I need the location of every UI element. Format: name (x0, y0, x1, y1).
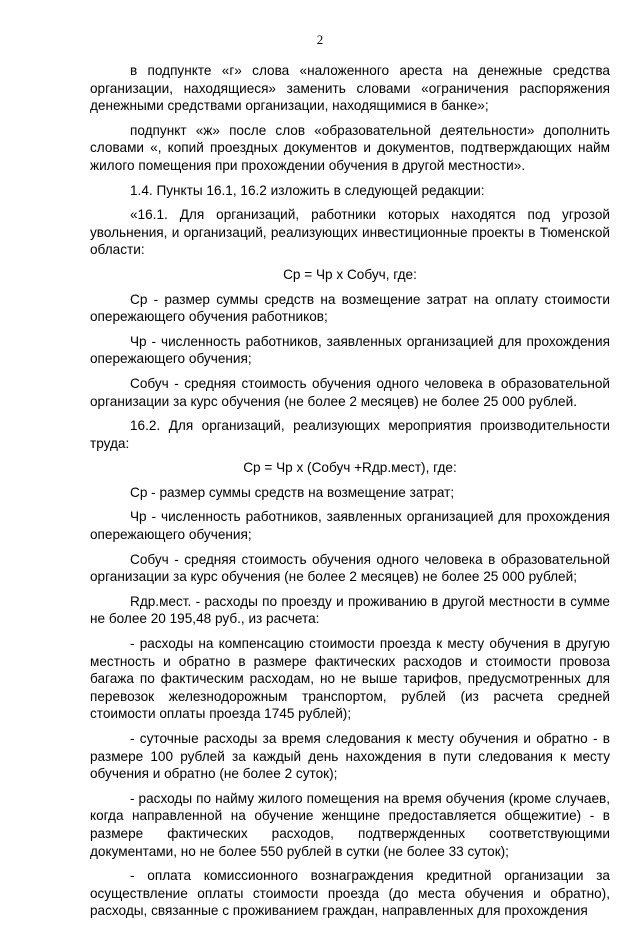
paragraph-housing-costs: - расходы по найму жилого помещения на время обучения (кроме случаев, когда направленной на обучение женщине предоставляется общежитие) - в размере фактических расходов, подтвержденных соответствующими документами, но не более 550 рублей в сутки (не более 33 суток); (90, 790, 610, 859)
page-number: 2 (316, 32, 324, 47)
paragraph-travel-costs: - расходы на компенсацию стоимости проезда к месту обучения в другую местность и обратно в размере фактических расходов и стоимости провоза багажа по фактическим расходам, но не выше тарифов, предусмотренных для перевозок железнодорожным транспортом, рублей (из расчета средней стоимости оплаты проезда 1745 рублей); (90, 636, 610, 722)
paragraph-1-4: 1.4. Пункты 16.1, 16.2 изложить в следующей редакции: (130, 182, 485, 198)
paragraph-daily-allowance: - суточные расходы за время следования к месту обучения и обратно - в размере 100 рублей за каждый день нахождения в пути следования к месту обучения и обратно (не более 2 суток); (90, 731, 610, 782)
paragraph-def-sr: Ср - размер суммы средств на возмещение затрат на оплату стоимости опережающего обучения работников; (90, 291, 610, 325)
paragraph-def-sobuch: Собуч - средняя стоимость обучения одного человека в образовательной организации за курс обучения (не более 2 месяцев) не более 25 000 рублей. (90, 375, 610, 409)
paragraph-subpoint-zh: подпункт «ж» после слов «образовательной деятельности» дополнить словами «, копий проездных документов и документов, подтверждающих найм жилого помещения при прохождении обучения в другой местности». (90, 122, 610, 173)
paragraph-subpoint-g: в подпункте «г» слова «наложенного ареста на денежные средства организации, находящиеся» заменить словами «ограничения распоряжения денежными средствами организации, находящимися в банке»; (90, 63, 610, 114)
paragraph-def-chr: Чр - численность работников, заявленных организацией для прохождения опережающего обучения; (90, 333, 610, 367)
paragraph-def-sobuch-2: Собуч - средняя стоимость обучения одного человека в образовательной организации за курс обучения (не более 2 месяцев) не более 25 000 рублей; (90, 551, 610, 585)
paragraph-16-1: «16.1. Для организаций, работники которых находятся под угрозой увольнения, и организаций, реализующих инвестиционные проекты в Тюменской области: (90, 207, 610, 258)
paragraph-bank-commission: - оплата комиссионного вознаграждения кредитной организации за осуществление оплаты стоимости проезда (до места обучения и обратно), расходы, связанные с проживанием граждан, направленных для прохождения (90, 868, 610, 919)
formula-16-1: Ср = Чр х Собуч, где: (283, 266, 417, 282)
paragraph-def-chr-2: Чр - численность работников, заявленных организацией для прохождения опережающего обучения; (90, 509, 610, 543)
paragraph-def-rdr-mest: Rдр.мест. - расходы по проезду и проживанию в другой местности в сумме не более 20 195,48 руб., из расчета: (90, 593, 610, 627)
paragraph-16-2: 16.2. Для организаций, реализующих мероприятия производительности труда: (90, 418, 610, 451)
paragraph-def-sr-2: Ср - размер суммы средств на возмещение затрат; (130, 484, 455, 500)
formula-16-2: Ср = Чр х (Собуч +Rдр.мест), где: (243, 460, 457, 476)
document-body (90, 62, 610, 927)
